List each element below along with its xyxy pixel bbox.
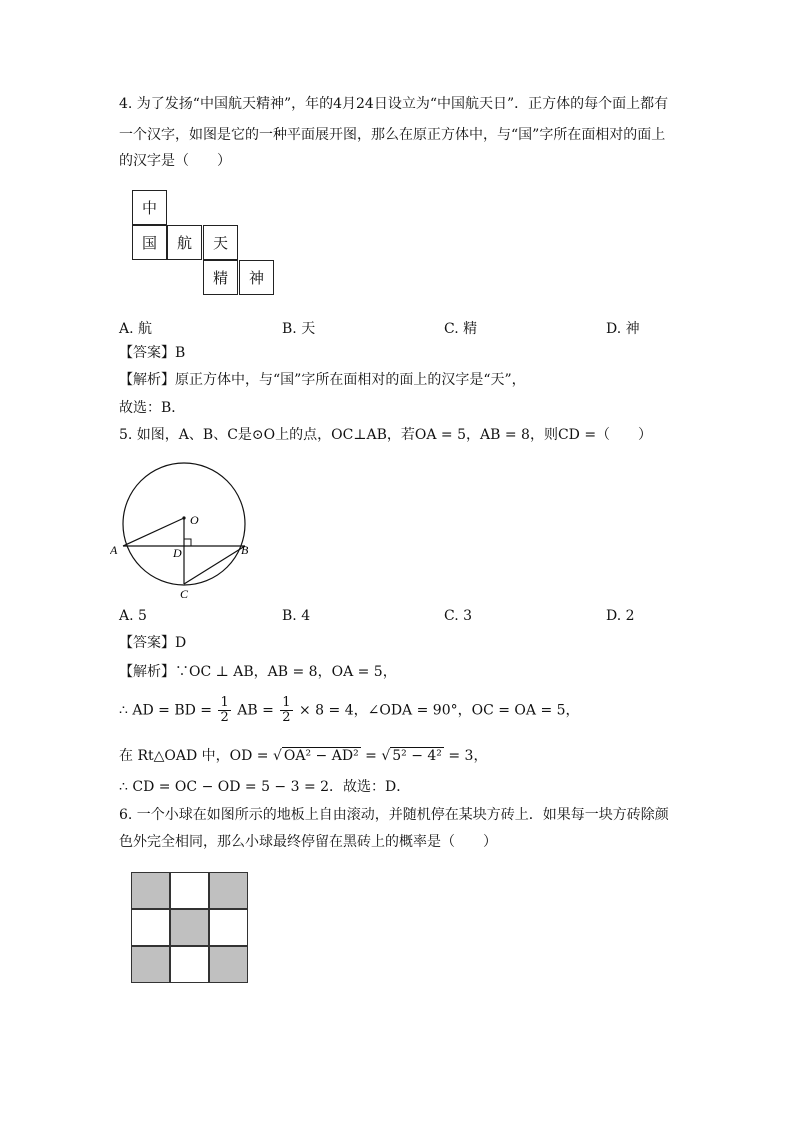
- tile-light: [170, 872, 209, 909]
- tile-dark: [131, 872, 170, 909]
- q5-option-c: C. 3: [444, 608, 473, 624]
- tile-light: [131, 909, 170, 946]
- q5-step1-post: × 8 = 4，∠ODA = 90°，OC = OA = 5，: [299, 702, 580, 719]
- label-o: O: [190, 513, 199, 527]
- fraction-half: $\frac{1}{2}$: [220, 695, 229, 725]
- tile-light: [170, 946, 209, 983]
- q5-step1-mid: AB =: [237, 702, 274, 719]
- q4-stem-line1: 4. 为了发扬“中国航天精神”，年的4月24日设立为“中国航天日”．正方体的每个面上都有: [119, 96, 669, 112]
- label-a: A: [110, 543, 118, 557]
- tile-dark: [131, 946, 170, 983]
- q5-analysis: 【解析】∵OC ⊥ AB，AB = 8，OA = 5，: [119, 664, 397, 680]
- net-cell-guo: 国: [132, 225, 167, 260]
- q4-answer: 【答案】B: [119, 345, 186, 361]
- q5-stem: 5. 如图，A、B、C是⊙O上的点，OC⊥AB，若OA = 5，AB = 8，则CD =（ ）: [119, 427, 653, 443]
- q6-stem-line1: 6. 一个小球在如图所示的地板上自由滚动，并随机停在某块方砖上．如果每一块方砖除颜: [119, 807, 669, 823]
- net-cell-zhong: 中: [132, 190, 167, 225]
- net-cell-tian: 天: [203, 225, 238, 260]
- q5-step2-pre: 在 Rt△OAD 中，OD =: [119, 748, 269, 764]
- segment-oa: [123, 518, 184, 546]
- q4-stem-line3: 的汉字是（ ）: [119, 153, 231, 169]
- q5-step2-post: = 3，: [448, 748, 488, 764]
- tile-dark: [209, 946, 248, 983]
- q4-stem-line2: 一个汉字，如图是它的一种平面展开图，那么在原正方体中，与“国”字所在面相对的面上: [119, 127, 666, 143]
- q5-step2-eq: =: [365, 748, 377, 764]
- tile-grid-figure: [131, 872, 248, 983]
- sqrt-expression-2: 5² − 4²: [392, 748, 442, 764]
- q5-option-b: B. 4: [282, 608, 311, 624]
- label-d: D: [173, 546, 182, 560]
- q4-option-b: B. 天: [282, 321, 316, 337]
- q6-stem-line2: 色外完全相同，那么小球最终停留在黑砖上的概率是（ ）: [119, 834, 497, 850]
- tile-dark: [209, 872, 248, 909]
- point-o: [182, 516, 185, 519]
- fraction-half-2: $\frac{1}{2}$: [282, 695, 291, 725]
- circle-figure: [110, 455, 260, 605]
- label-b: B: [241, 543, 249, 557]
- net-cell-jing: 精: [203, 260, 238, 295]
- net-cell-hang: 航: [167, 225, 202, 260]
- tile-dark: [170, 909, 209, 946]
- label-c: C: [180, 587, 189, 601]
- q5-step3: ∴ CD = OC − OD = 5 − 3 = 2．故选：D．: [119, 779, 411, 795]
- q5-step1: [119, 696, 580, 725]
- q5-option-d: D. 2: [606, 608, 635, 624]
- q4-conclusion: 故选：B．: [119, 400, 186, 416]
- q5-step2: 在 Rt△OAD 中，OD = √ OA² − AD² = √ 5² − 4² = 3，: [119, 748, 488, 764]
- sqrt-expression-1: OA² − AD²: [283, 748, 359, 764]
- q5-step1-pre: ∴ AD = BD =: [119, 702, 213, 719]
- right-angle-mark: [184, 539, 191, 546]
- q5-answer: 【答案】D: [119, 635, 187, 651]
- q4-analysis: 【解析】原正方体中，与“国”字所在面相对的面上的汉字是“天”，: [119, 372, 526, 388]
- q4-option-c: C. 精: [444, 321, 478, 337]
- q4-option-d: D. 神: [606, 321, 640, 337]
- q5-option-a: A. 5: [119, 608, 147, 624]
- q4-option-a: A. 航: [119, 321, 153, 337]
- segment-bc: [184, 546, 245, 584]
- tile-light: [209, 909, 248, 946]
- net-cell-shen: 神: [239, 260, 274, 295]
